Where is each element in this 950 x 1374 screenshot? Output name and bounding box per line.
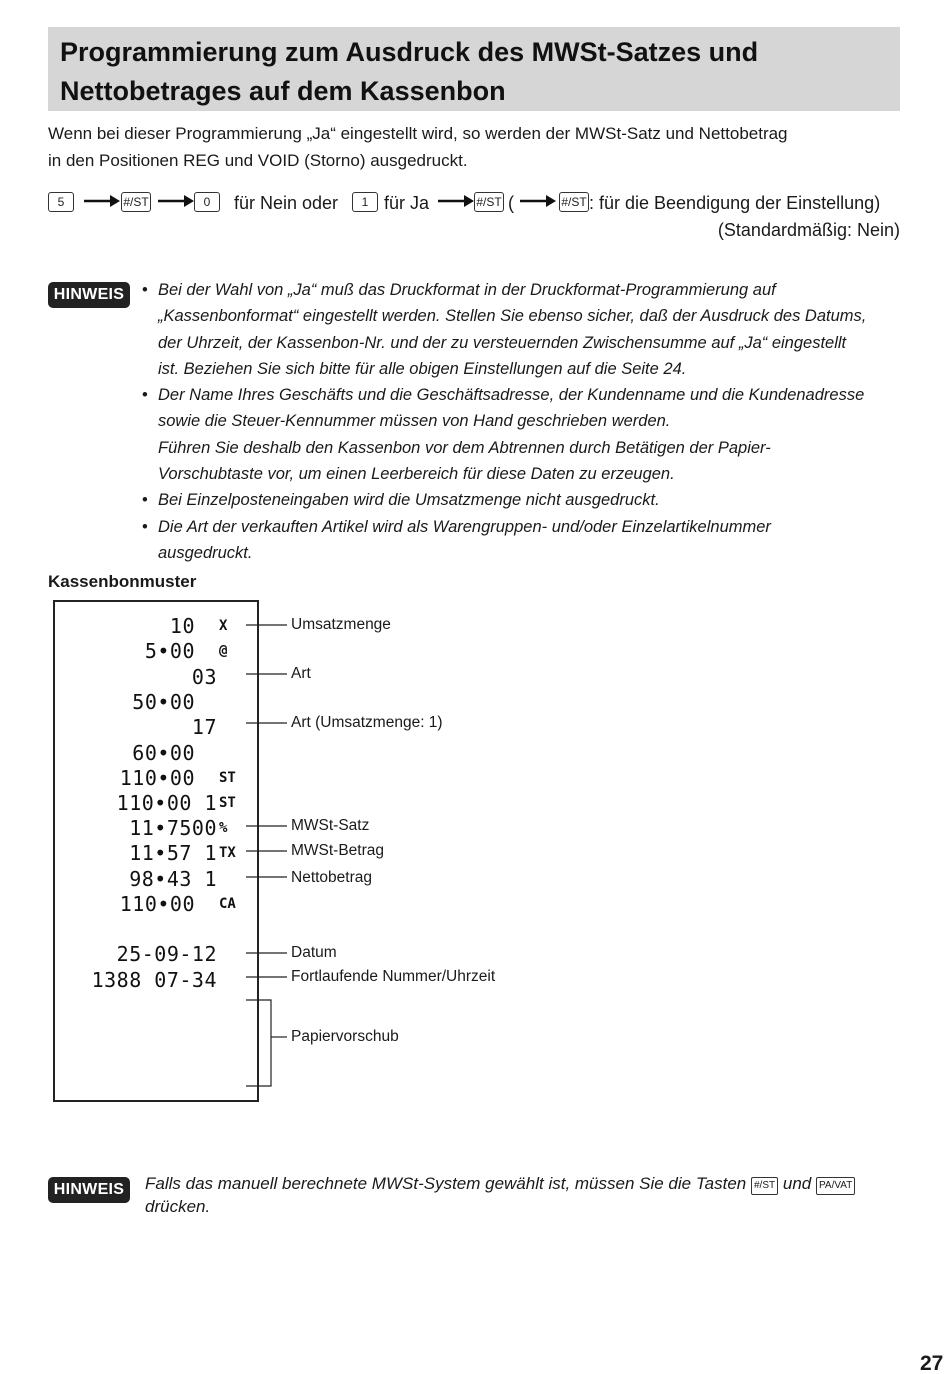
key-1: 1 — [352, 192, 378, 212]
arrow-right-icon — [438, 194, 474, 212]
key-st: #/ST — [751, 1177, 778, 1195]
note-line: ausgedruckt. — [158, 543, 253, 562]
notes-list — [142, 277, 912, 566]
label-mwst-betrag: MWSt-Betrag — [291, 842, 385, 859]
label-datum: Datum — [291, 944, 337, 961]
receipt-dept1: 03 — [191, 665, 217, 689]
heading-box — [48, 27, 900, 111]
note-line: Führen Sie deshalb den Kassenbon vor dem Abtrennen durch Betätigen der Papier- — [158, 438, 771, 457]
receipt-subtotal2-symbol: ST — [219, 795, 236, 811]
receipt-tax-amount: 11•57 1 — [129, 841, 217, 865]
sample-title: Kassenbonmuster — [48, 572, 197, 591]
receipt-tax-rate-symbol: % — [219, 820, 228, 836]
receipt-subtotal2: 110•00 1 — [116, 791, 217, 815]
key-5: 5 — [48, 192, 74, 212]
arrow-right-icon — [84, 194, 120, 212]
label-papiervorschub: Papiervorschub — [291, 1028, 399, 1045]
note-line: der Uhrzeit, der Kassenbon-Nr. und der zu versteuernden Zwischensumme auf „Ja“ eingestellt — [158, 333, 847, 352]
text-ja: für Ja — [384, 193, 430, 213]
receipt-subtotal1: 110•00 — [119, 766, 195, 790]
page-title-line2: Nettobetrages auf dem Kassenbon — [60, 76, 506, 106]
intro-line2: in den Positionen REG und VOID (Storno) ausgedruckt. — [48, 151, 468, 170]
note-line: „Kassenbonformat“ eingestellt werden. Stellen Sie ebenso sicher, daß der Ausdruck des Datums, — [158, 307, 867, 326]
hinweis-badge: HINWEIS — [48, 282, 130, 308]
receipt-date: 25-09-12 — [116, 942, 217, 966]
hinweis-badge: HINWEIS — [48, 1177, 130, 1203]
default-setting: (Standardmäßig: Nein) — [717, 220, 900, 240]
label-nummer-uhrzeit: Fortlaufende Nummer/Uhrzeit — [291, 968, 496, 985]
footnote-und: und — [782, 1174, 812, 1193]
receipt-price-symbol: @ — [219, 643, 228, 659]
text-nein: für Nein oder — [234, 193, 339, 213]
receipt-total-symbol: CA — [219, 896, 236, 912]
intro-paragraph — [48, 120, 908, 174]
label-art: Art — [291, 665, 311, 682]
receipt-sample — [53, 600, 259, 1102]
receipt-price: 5•00 — [144, 639, 195, 663]
receipt-amount2: 60•00 — [132, 741, 195, 765]
receipt-tax-amount-symbol: TX — [219, 845, 236, 861]
intro-line1: Wenn bei dieser Programmierung „Ja“ eingestellt wird, so werden der MWSt-Satz und Nettobetrag — [48, 124, 788, 143]
key-0: 0 — [194, 192, 220, 212]
note-line: Bei Einzelposteneingaben wird die Umsatzmenge nicht ausgedruckt. — [158, 491, 660, 510]
note-line: Der Name Ihres Geschäfts und die Geschäftsadresse, der Kundenname und die Kundenadresse — [158, 386, 865, 405]
receipt-subtotal1-symbol: ST — [219, 770, 236, 786]
label-umsatzmenge: Umsatzmenge — [291, 616, 391, 633]
arrow-right-icon — [158, 194, 194, 212]
note-line: Die Art der verkauften Artikel wird als Warengruppen- und/oder Einzelartikelnummer — [158, 517, 771, 536]
note-line: sowie die Steuer-Kennummer müssen von Hand geschrieben werden. — [158, 412, 671, 431]
text-end: : für die Beendigung der Einstellung) — [589, 193, 881, 213]
note-line: ist. Beziehen Sie sich bitte für alle obigen Einstellungen auf die Seite 24. — [158, 359, 687, 378]
note-item — [142, 514, 912, 567]
receipt-tax-rate: 11•7500 — [129, 816, 217, 840]
note-item — [142, 487, 912, 513]
key-st: #/ST — [474, 192, 504, 212]
receipt-qty-symbol: X — [219, 618, 228, 634]
label-mwst-satz: MWSt-Satz — [291, 817, 370, 834]
receipt-net-amount: 98•43 1 — [129, 867, 217, 891]
footnote-text2: drücken. — [145, 1197, 211, 1216]
receipt-number-time: 1388 07-34 — [91, 968, 217, 992]
page-title-line1: Programmierung zum Ausdruck des MWSt-Satzes und — [60, 37, 759, 67]
receipt-qty: 10 — [169, 614, 195, 638]
page-number: 27 — [920, 1352, 944, 1374]
note-line: Bei der Wahl von „Ja“ muß das Druckformat in der Druckformat-Programmierung auf — [158, 281, 776, 299]
key-pa-vat: PA/VAT — [816, 1177, 855, 1195]
receipt-dept2: 17 — [191, 715, 217, 739]
note-line: Vorschubtaste vor, um einen Leerbereich für diese Daten zu erzeugen. — [158, 465, 675, 484]
receipt-total: 110•00 — [119, 892, 195, 916]
arrow-right-icon — [520, 194, 556, 212]
receipt-amount1: 50•00 — [132, 690, 195, 714]
key-sequence — [48, 190, 900, 218]
footnote — [145, 1172, 905, 1218]
label-art-menge: Art (Umsatzmenge: 1) — [291, 714, 443, 731]
page-title — [60, 33, 888, 111]
key-st: #/ST — [121, 192, 151, 212]
key-st: #/ST — [559, 192, 589, 212]
footnote-text1: Falls das manuell berechnete MWSt-System gewählt ist, müssen Sie die Tasten — [145, 1174, 747, 1193]
note-item — [142, 277, 912, 382]
paren-open: ( — [508, 193, 514, 213]
label-nettobetrag: Nettobetrag — [291, 869, 372, 886]
note-item — [142, 382, 912, 487]
